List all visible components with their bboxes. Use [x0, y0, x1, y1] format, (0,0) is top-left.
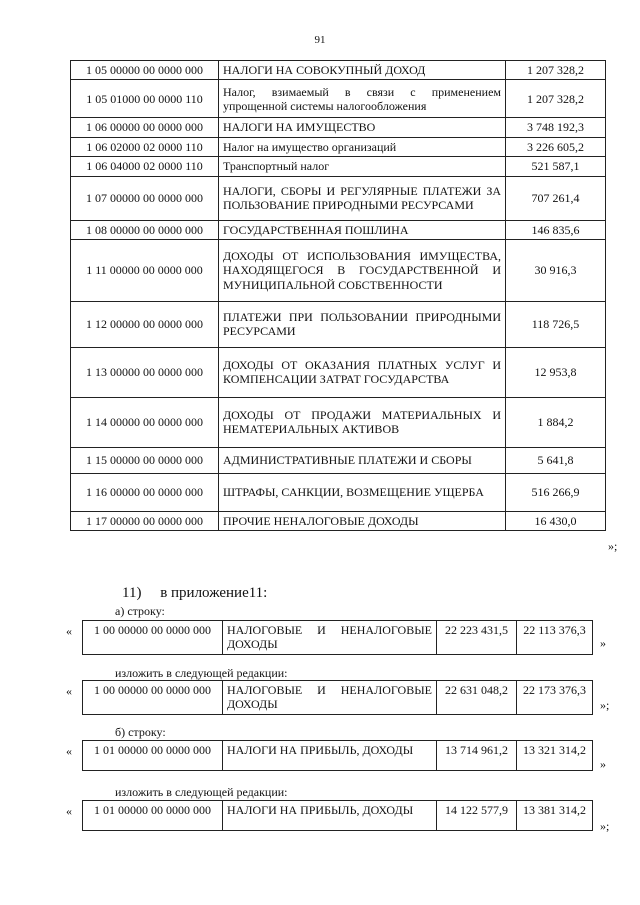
row-name: НАЛОГИ НА ИМУЩЕСТВО — [219, 118, 506, 137]
row-name: НАЛОГИ НА СОВОКУПНЫЙ ДОХОД — [219, 61, 506, 80]
table-row — [71, 347, 606, 397]
closing-quote-mark: »; — [608, 539, 618, 553]
row-value: 1 207 328,2 — [506, 61, 606, 80]
label-replace-2: изложить в следующей редакции: — [115, 785, 288, 799]
table-row — [71, 80, 606, 118]
statement-table-4 — [82, 800, 593, 831]
label-replace-1: изложить в следующей редакции: — [115, 666, 288, 680]
row-code: 1 06 04000 02 0000 110 — [71, 157, 219, 176]
label-a-row: а) строку: — [115, 604, 165, 618]
close-quote-4: »; — [600, 819, 610, 833]
statement-row — [83, 741, 593, 771]
close-quote-1: » — [600, 636, 606, 650]
row-name: ШТРАФЫ, САНКЦИИ, ВОЗМЕЩЕНИЕ УЩЕРБА — [219, 473, 506, 511]
row-code: 1 05 00000 00 0000 000 — [71, 61, 219, 80]
row-name: ПЛАТЕЖИ ПРИ ПОЛЬЗОВАНИИ ПРИРОДНЫМИ РЕСУРСАМИ — [219, 301, 506, 347]
table-row — [71, 397, 606, 447]
item-11-heading: 11) в приложение11: — [122, 585, 268, 601]
table-row — [71, 137, 606, 156]
row-code: 1 14 00000 00 0000 000 — [71, 397, 219, 447]
open-quote-3: « — [66, 744, 72, 758]
row-code: 1 16 00000 00 0000 000 — [71, 473, 219, 511]
stmt-value-1: 22 223 431,5 — [437, 621, 517, 655]
row-value: 16 430,0 — [506, 511, 606, 530]
row-name: Налог, взимаемый в связи с применением упрощенной системы налогообложения — [219, 80, 506, 118]
table-row — [71, 301, 606, 347]
stmt-value-2: 22 113 376,3 — [517, 621, 593, 655]
row-name: НАЛОГИ, СБОРЫ И РЕГУЛЯРНЫЕ ПЛАТЕЖИ ЗА ПОЛЬЗОВАНИЕ ПРИРОДНЫМИ РЕСУРСАМИ — [219, 176, 506, 220]
row-value: 1 207 328,2 — [506, 80, 606, 118]
row-code: 1 15 00000 00 0000 000 — [71, 447, 219, 473]
close-quote-3: » — [600, 757, 606, 771]
stmt-name: НАЛОГИ НА ПРИБЫЛЬ, ДОХОДЫ — [223, 741, 437, 771]
row-value: 1 884,2 — [506, 397, 606, 447]
row-code: 1 12 00000 00 0000 000 — [71, 301, 219, 347]
table-row — [71, 447, 606, 473]
row-code: 1 06 00000 00 0000 000 — [71, 118, 219, 137]
row-name: ГОСУДАРСТВЕННАЯ ПОШЛИНА — [219, 220, 506, 239]
stmt-value-2: 22 173 376,3 — [517, 681, 593, 715]
stmt-code: 1 00 00000 00 0000 000 — [83, 681, 223, 715]
table-row — [71, 473, 606, 511]
table-row — [71, 118, 606, 137]
row-name: ДОХОДЫ ОТ ПРОДАЖИ МАТЕРИАЛЬНЫХ И НЕМАТЕРИАЛЬНЫХ АКТИВОВ — [219, 397, 506, 447]
row-code: 1 08 00000 00 0000 000 — [71, 220, 219, 239]
row-value: 3 748 192,3 — [506, 118, 606, 137]
statement-table-1 — [82, 620, 593, 655]
open-quote-1: « — [66, 624, 72, 638]
stmt-name: НАЛОГОВЫЕ И НЕНАЛОГОВЫЕ ДОХОДЫ — [223, 681, 437, 715]
row-name: ДОХОДЫ ОТ ИСПОЛЬЗОВАНИЯ ИМУЩЕСТВА, НАХОДЯЩЕГОСЯ В ГОСУДАРСТВЕННОЙ И МУНИЦИПАЛЬНОЙ СОБСТВЕННОСТИ — [219, 239, 506, 301]
row-name: Транспортный налог — [219, 157, 506, 176]
row-code: 1 06 02000 02 0000 110 — [71, 137, 219, 156]
stmt-name: НАЛОГОВЫЕ И НЕНАЛОГОВЫЕ ДОХОДЫ — [223, 621, 437, 655]
revenue-table — [70, 60, 606, 531]
open-quote-4: « — [66, 804, 72, 818]
row-code: 1 13 00000 00 0000 000 — [71, 347, 219, 397]
table-row — [71, 239, 606, 301]
row-value: 146 835,6 — [506, 220, 606, 239]
row-value: 516 266,9 — [506, 473, 606, 511]
row-value: 30 916,3 — [506, 239, 606, 301]
row-name: Налог на имущество организаций — [219, 137, 506, 156]
stmt-value-1: 22 631 048,2 — [437, 681, 517, 715]
table-row — [71, 176, 606, 220]
row-value: 3 226 605,2 — [506, 137, 606, 156]
statement-table-3 — [82, 740, 593, 771]
row-value: 707 261,4 — [506, 176, 606, 220]
statement-row — [83, 681, 593, 715]
row-name: АДМИНИСТРАТИВНЫЕ ПЛАТЕЖИ И СБОРЫ — [219, 447, 506, 473]
row-name: ПРОЧИЕ НЕНАЛОГОВЫЕ ДОХОДЫ — [219, 511, 506, 530]
stmt-value-2: 13 381 314,2 — [517, 801, 593, 831]
row-code: 1 11 00000 00 0000 000 — [71, 239, 219, 301]
stmt-code: 1 01 00000 00 0000 000 — [83, 741, 223, 771]
close-quote-2: »; — [600, 698, 610, 712]
row-name: ДОХОДЫ ОТ ОКАЗАНИЯ ПЛАТНЫХ УСЛУГ И КОМПЕНСАЦИИ ЗАТРАТ ГОСУДАРСТВА — [219, 347, 506, 397]
statement-table-2 — [82, 680, 593, 715]
row-code: 1 17 00000 00 0000 000 — [71, 511, 219, 530]
row-code: 1 07 00000 00 0000 000 — [71, 176, 219, 220]
table-row — [71, 61, 606, 80]
open-quote-2: « — [66, 684, 72, 698]
row-value: 12 953,8 — [506, 347, 606, 397]
stmt-code: 1 01 00000 00 0000 000 — [83, 801, 223, 831]
row-value: 5 641,8 — [506, 447, 606, 473]
stmt-code: 1 00 00000 00 0000 000 — [83, 621, 223, 655]
label-b-row: б) строку: — [115, 725, 166, 739]
row-code: 1 05 01000 00 0000 110 — [71, 80, 219, 118]
page-number: 91 — [314, 34, 326, 46]
stmt-value-1: 13 714 961,2 — [437, 741, 517, 771]
stmt-name: НАЛОГИ НА ПРИБЫЛЬ, ДОХОДЫ — [223, 801, 437, 831]
table-row — [71, 157, 606, 176]
statement-row — [83, 801, 593, 831]
stmt-value-1: 14 122 577,9 — [437, 801, 517, 831]
row-value: 521 587,1 — [506, 157, 606, 176]
table-row — [71, 511, 606, 530]
stmt-value-2: 13 321 314,2 — [517, 741, 593, 771]
statement-row — [83, 621, 593, 655]
row-value: 118 726,5 — [506, 301, 606, 347]
table-row — [71, 220, 606, 239]
